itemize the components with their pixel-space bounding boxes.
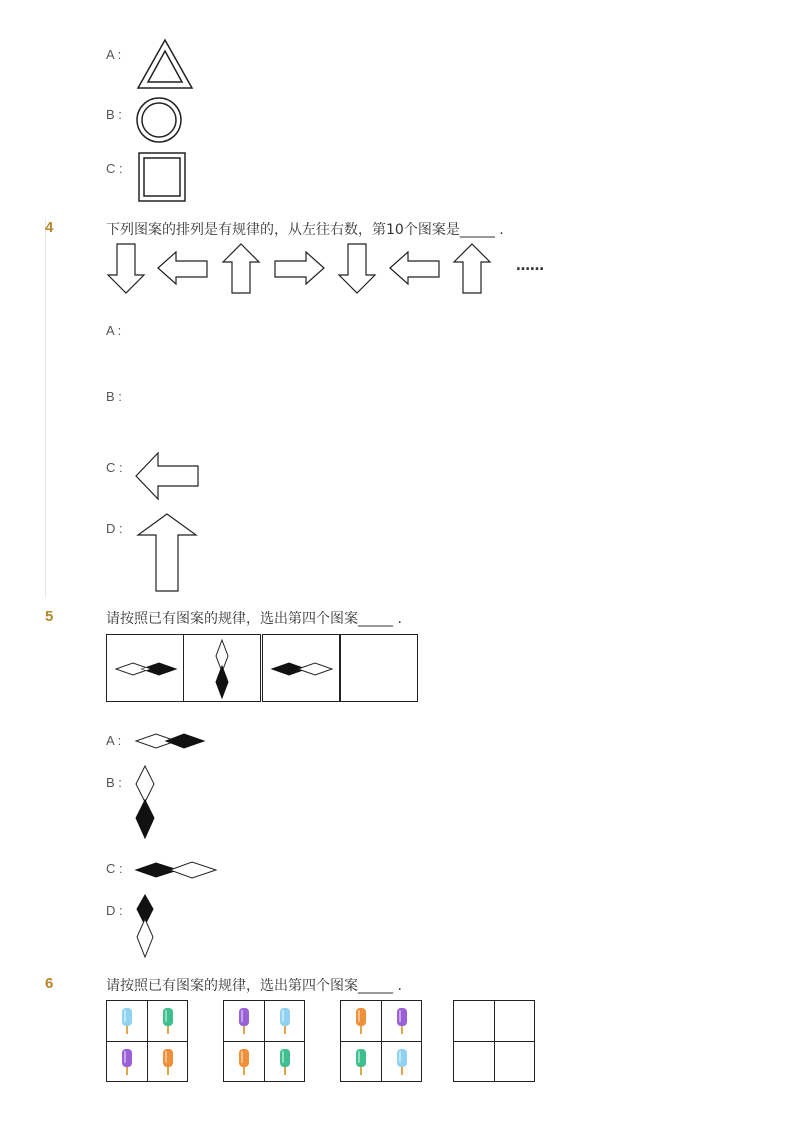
diamond-pair-icon bbox=[116, 662, 178, 676]
sequence-ellipsis: …… bbox=[516, 258, 544, 274]
q5-option-a-label[interactable]: A : bbox=[106, 733, 122, 748]
arrow-down-icon bbox=[106, 243, 146, 295]
popsicle-orange-icon bbox=[238, 1048, 250, 1076]
diamond-pair-icon[interactable] bbox=[136, 861, 218, 879]
popsicle-grid-2 bbox=[223, 1000, 305, 1082]
q3-option-a-label[interactable]: A : bbox=[106, 47, 122, 62]
arrow-left-icon bbox=[389, 250, 441, 290]
q3-option-b-label[interactable]: B : bbox=[106, 107, 122, 122]
double-circle-icon[interactable] bbox=[136, 97, 182, 143]
popsicle-blue-icon bbox=[396, 1048, 408, 1076]
question-4-text: 下列图案的排列是有规律的，从左往右数，第10个图案是_____ . bbox=[106, 222, 504, 238]
popsicle-purple-icon bbox=[121, 1048, 133, 1076]
popsicle-blue-icon bbox=[279, 1007, 291, 1035]
diamond-pair-icon[interactable] bbox=[136, 895, 156, 959]
q4-option-d-label[interactable]: D : bbox=[106, 521, 123, 536]
popsicle-green-icon bbox=[279, 1048, 291, 1076]
diamond-pair-icon bbox=[215, 640, 229, 700]
popsicle-green-icon bbox=[162, 1007, 174, 1035]
diamond-pair-icon bbox=[272, 662, 334, 676]
q4-option-c-label[interactable]: C : bbox=[106, 460, 123, 475]
popsicle-orange-icon bbox=[355, 1007, 367, 1035]
q3-option-c-label[interactable]: C : bbox=[106, 161, 123, 176]
double-triangle-icon[interactable] bbox=[136, 38, 194, 90]
popsicle-blue-icon bbox=[121, 1007, 133, 1035]
arrow-up-icon[interactable] bbox=[136, 513, 198, 593]
q5-option-d-label[interactable]: D : bbox=[106, 903, 123, 918]
arrow-down-icon bbox=[337, 243, 377, 295]
arrow-left-icon bbox=[157, 250, 209, 290]
arrow-left-icon[interactable] bbox=[136, 452, 200, 502]
question-number-5: 5 bbox=[45, 608, 54, 625]
popsicle-green-icon bbox=[355, 1048, 367, 1076]
arrow-right-icon bbox=[273, 250, 325, 290]
q5-option-b-label[interactable]: B : bbox=[106, 775, 122, 790]
q4-option-b-label[interactable]: B : bbox=[106, 389, 122, 404]
question-divider-line bbox=[45, 218, 46, 598]
question-number-6: 6 bbox=[45, 975, 54, 992]
q5-option-c-label[interactable]: C : bbox=[106, 861, 123, 876]
pattern-box-4-empty bbox=[340, 634, 418, 702]
popsicle-purple-icon bbox=[396, 1007, 408, 1035]
q4-option-a-label[interactable]: A : bbox=[106, 323, 122, 338]
question-number-4: 4 bbox=[45, 219, 54, 236]
popsicle-grid-3 bbox=[340, 1000, 422, 1082]
popsicle-grid-1 bbox=[106, 1000, 188, 1082]
diamond-pair-icon[interactable] bbox=[136, 766, 156, 840]
popsicle-orange-icon bbox=[162, 1048, 174, 1076]
arrow-up-icon bbox=[452, 243, 492, 295]
question-5-text: 请按照已有图案的规律，选出第四个图案_____ . bbox=[106, 611, 402, 627]
popsicle-grid-4-empty bbox=[453, 1000, 535, 1082]
double-square-icon[interactable] bbox=[138, 152, 186, 202]
popsicle-purple-icon bbox=[238, 1007, 250, 1035]
arrow-up-icon bbox=[221, 243, 261, 295]
question-6-text: 请按照已有图案的规律，选出第四个图案_____ . bbox=[106, 978, 402, 994]
diamond-pair-icon[interactable] bbox=[136, 733, 206, 749]
